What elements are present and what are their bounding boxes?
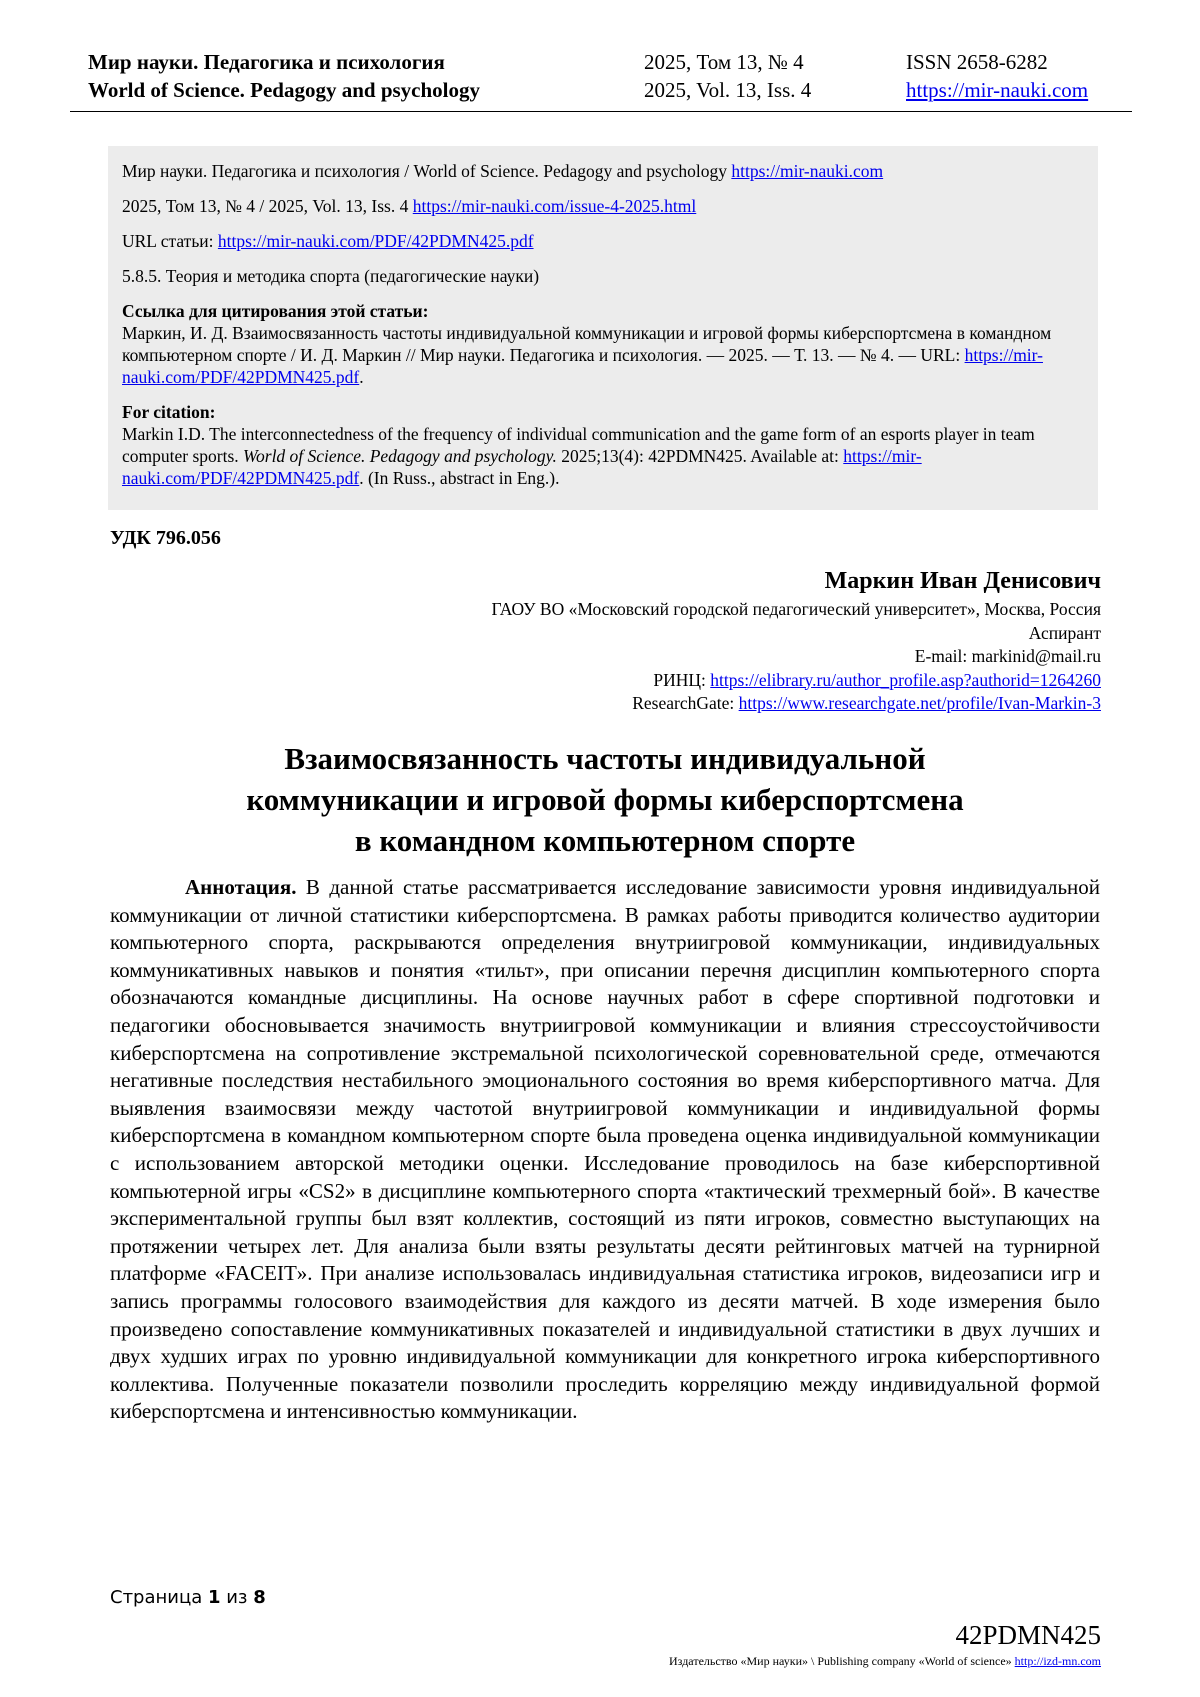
abstract-label: Аннотация. (185, 875, 297, 899)
udc-code: УДК 796.056 (110, 527, 221, 549)
article-url-line: URL статьи: https://mir-nauki.com/PDF/42PDMN425.pdf (122, 231, 534, 251)
issn: ISSN 2658-6282 (906, 50, 1048, 74)
author-position: Аспирант (1028, 622, 1101, 643)
author-rinc: РИНЦ: https://elibrary.ru/author_profile.asp?authorid=1264260 (653, 669, 1101, 690)
cite-ru-url-link[interactable]: https://mir-nauki.com/PDF/42PDMN425.pdf (122, 345, 1043, 387)
cite-ru-text: Маркин, И. Д. Взаимосвязанность частоты индивидуальной коммуникации и игровой формы киберспортсмена в командном компьютерном спорте / И. Д. Маркин // Мир науки. Педагогика и психология. — 2025. — Т. 13. — № 4. — URL: https://mir-nauki.com/PDF/42PDMN425.pdf. (122, 323, 1052, 387)
abstract-text: В данной статье рассматривается исследование зависимости уровня индивидуальной коммуникации от личной статистики киберспортсмена. В рамках работы приводится количество аудитории компьютерного спорта, раскрываются определения внутриигровой коммуникации, индивидуальных коммуникативных навыков и понятия «тильт», при описании перечня дисциплин компьютерного спорта обозначаются командные дисциплины. На основе научных работ в сфере спортивной подготовки и педагогики обосновывается значимость внутриигровой коммуникации и влияния стрессоустойчивости киберспортсмена на сопротивление экстремальной психологической соревновательной среде, отмечаются негативные последствия нестабильного эмоционального состояния во время киберспортивного матча. Для выявления взаимосвязи между частотой внутриигровой коммуникации и индивидуальной формы киберспортсмена в командном компьютерном спорте была проведена оценка индивидуальной коммуникации с использованием авторской методики оценки. Исследование проводилось на базе киберспортивной компьютерной игры «CS2» в дисциплине компьютерного спорта «тактический трехмерный бой». В качестве экспериментальной группы был взят коллектив, состоящий из пяти игроков, совместно выступающих на протяжении четырех лет. Для анализа были взяты результаты десяти рейтинговых матчей на турнирной платформе «FACEIT». При анализе использовалась индивидуальная статистика игроков, видеозаписи игр и запись программы голосового взаимодействия для каждого из десяти матчей. В ходе измерения было произведено сопоставление коммуникативных показателей и индивидуальной статистики в двух лучших и двух худших играх по уровню индивидуальной коммуникации для конкретного игрока киберспортивного коллектива. Полученные показатели позволили проследить корреляцию между индивидуальной формой киберспортсмена и интенсивностью коммуникации. (110, 875, 1100, 1424)
abstract (110, 874, 1100, 1426)
author-email: E-mail: markinid@mail.ru (914, 646, 1101, 666)
cite-ru-heading: Ссылка для цитирования этой статьи: (122, 301, 429, 321)
cite-en-text: Markin I.D. The interconnectedness of the frequency of individual communication and the game form of an esports player in team computer sports. World of Science. Pedagogy and psychology. 2025;13(4): 42PDMN425. Available at: https://mir-nauki.com/PDF/42PDMN425.pdf. (In Russ., abstract in Eng.). (122, 424, 1035, 488)
specialty-line: 5.8.5. Теория и методика спорта (педагогические науки) (122, 266, 540, 286)
author-affiliation: ГАОУ ВО «Московский городской педагогический университет», Москва, Россия (491, 599, 1101, 619)
page-number: Страница 1 из 8 (110, 1587, 266, 1608)
issue-ru: 2025, Том 13, № 4 (644, 50, 804, 74)
publisher-line: Издательство «Мир науки» \ Publishing company «World of science» http://izd-mn.com (669, 1654, 1101, 1668)
author-researchgate: ResearchGate: https://www.researchgate.net/profile/Ivan-Markin-3 (632, 693, 1101, 713)
author-name: Маркин Иван Денисович (824, 568, 1101, 594)
cite-en-url-link[interactable]: https://mir-nauki.com/PDF/42PDMN425.pdf (122, 446, 922, 488)
issue-line: 2025, Том 13, № 4 / 2025, Vol. 13, Iss. 4 https://mir-nauki.com/issue-4-2025.html (122, 196, 697, 216)
journal-title-en: World of Science. Pedagogy and psychology (88, 78, 481, 102)
journal-site-link[interactable]: https://mir-nauki.com (906, 78, 1089, 102)
rinc-profile-link[interactable]: https://elibrary.ru/author_profile.asp?authorid=1264260 (710, 669, 1101, 690)
citation-box (108, 146, 1098, 510)
journal-line: Мир науки. Педагогика и психология / World of Science. Pedagogy and psychology https://mir-nauki.com (122, 161, 884, 181)
article-id: 42PDMN425 (955, 1620, 1101, 1650)
title-line-3: в командном компьютерном спорте (354, 823, 856, 858)
header-rule (70, 111, 1132, 112)
cite-en-heading: For citation: (122, 402, 216, 422)
researchgate-profile-link[interactable]: https://www.researchgate.net/profile/Ivan-Markin-3 (738, 693, 1101, 713)
publisher-link[interactable]: http://izd-mn.com (1014, 1654, 1101, 1668)
journal-url-link[interactable]: https://mir-nauki.com (731, 161, 884, 181)
title-line-2: коммуникации и игровой формы киберспортсмена (246, 782, 964, 817)
title-line-1: Взаимосвязанность частоты индивидуальной (284, 741, 926, 776)
running-header (88, 48, 1132, 104)
article-url-link[interactable]: https://mir-nauki.com/PDF/42PDMN425.pdf (217, 231, 534, 251)
issue-en: 2025, Vol. 13, Iss. 4 (644, 78, 812, 102)
issue-url-link[interactable]: https://mir-nauki.com/issue-4-2025.html (412, 196, 697, 216)
author-block (201, 564, 1101, 716)
journal-title-ru: Мир науки. Педагогика и психология (88, 50, 445, 74)
article-title (110, 738, 1100, 861)
